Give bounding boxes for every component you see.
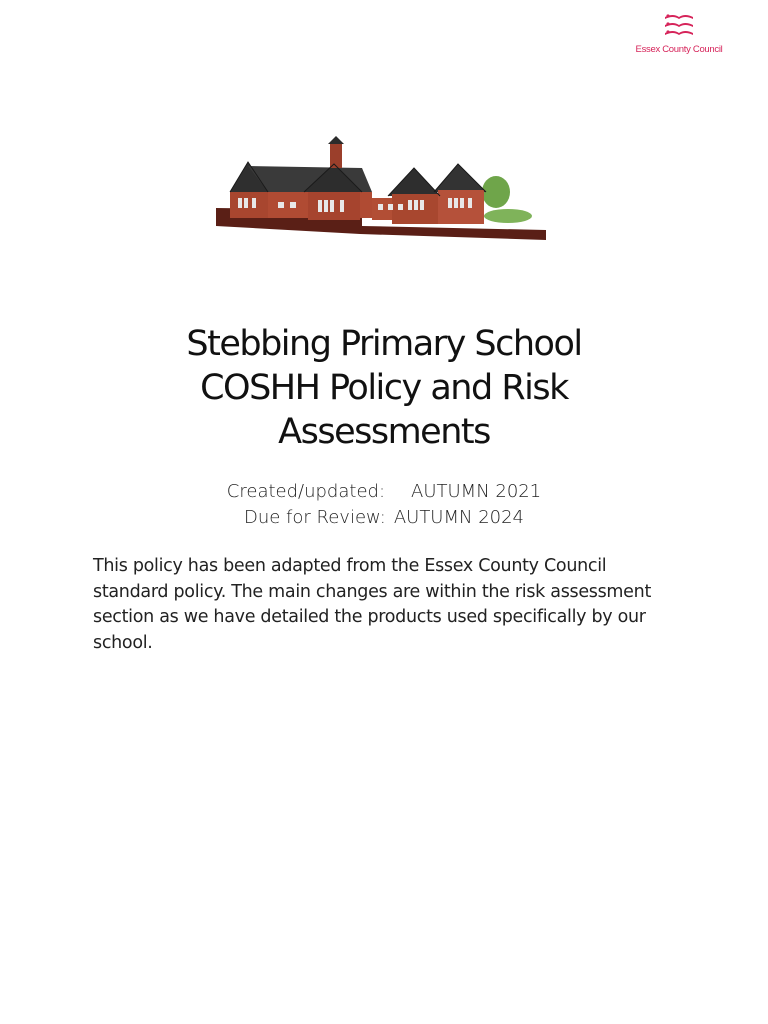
created-label: Created/updated: [226,481,386,502]
title-line-2: COSHH Policy and Risk [200,368,568,408]
review-label: Due for Review: [243,507,386,528]
title-line-3: Assessments [278,412,490,452]
school-building-illustration [212,136,552,244]
seaxes-emblem-icon [659,12,699,42]
created-row [0,479,768,505]
intro-paragraph: This policy has been adapted from the Essex County Council standard policy. The main changes are within the risk assessment section as we have detailed the products used specifically by our school. [93,556,652,653]
document-dates [0,479,768,531]
title-line-1: Stebbing Primary School [186,324,582,364]
created-value: AUTUMN 2021 [411,481,542,502]
page-title [0,322,768,454]
review-value: AUTUMN 2024 [393,507,525,528]
logo-text: Essex County Council [635,44,723,55]
review-row [0,505,768,531]
essex-county-council-logo [630,12,728,60]
